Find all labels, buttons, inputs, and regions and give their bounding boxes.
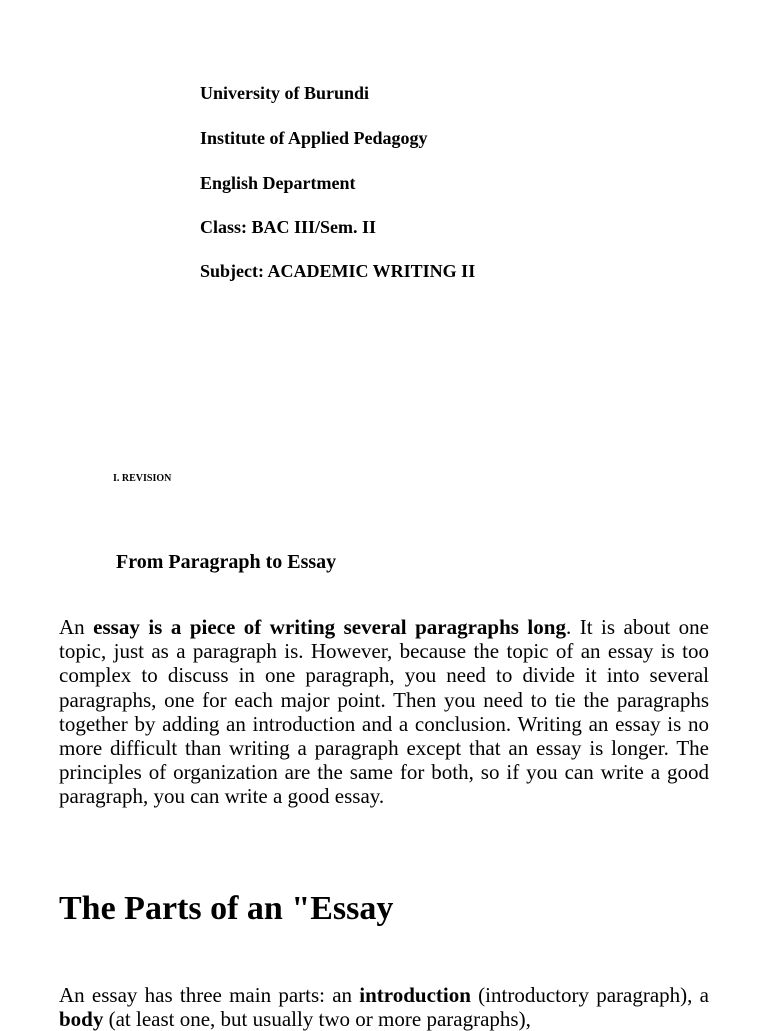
parts-bold-body: body [59,1007,104,1031]
institute-name: Institute of Applied Pedagogy [200,128,428,148]
department-name: English Department [200,173,356,193]
paragraph-rest-text: . It is about one topic, just as a paragraph is. However, because the topic of an essay is too complex to discuss in one paragraph, you need to divide it into several paragraphs, one for each major point. Then you need to tie the paragraphs together by adding an introduction and a conclusion. Writing an essay is no more difficult than writing a paragraph except that an essay is longer. The principles of organization are the same for both, so if you can write a good paragraph, you can write a good essay. [59,615,709,809]
class-line: Class: BAC III/Sem. II [200,217,377,237]
paragraph-lead-text: An [59,615,94,639]
subject-line: Subject: ACADEMIC WRITING II [200,261,476,281]
parts-text-3: (at least one, but usually two or more paragraphs), [103,1007,531,1031]
subheading: From Paragraph to Essay [116,551,337,573]
paragraph-bold-definition: essay is a piece of writing several paragraphs long [93,615,566,639]
section-title: The Parts of an "Essay [59,890,394,927]
parts-bold-introduction: introduction [359,983,471,1007]
revision-label: I. REVISION [113,473,172,484]
parts-text-2: (introductory paragraph), a [470,983,709,1007]
intro-paragraph [59,615,709,809]
university-name: University of Burundi [200,83,370,103]
parts-text-1: An essay has three main parts: an [59,983,360,1007]
